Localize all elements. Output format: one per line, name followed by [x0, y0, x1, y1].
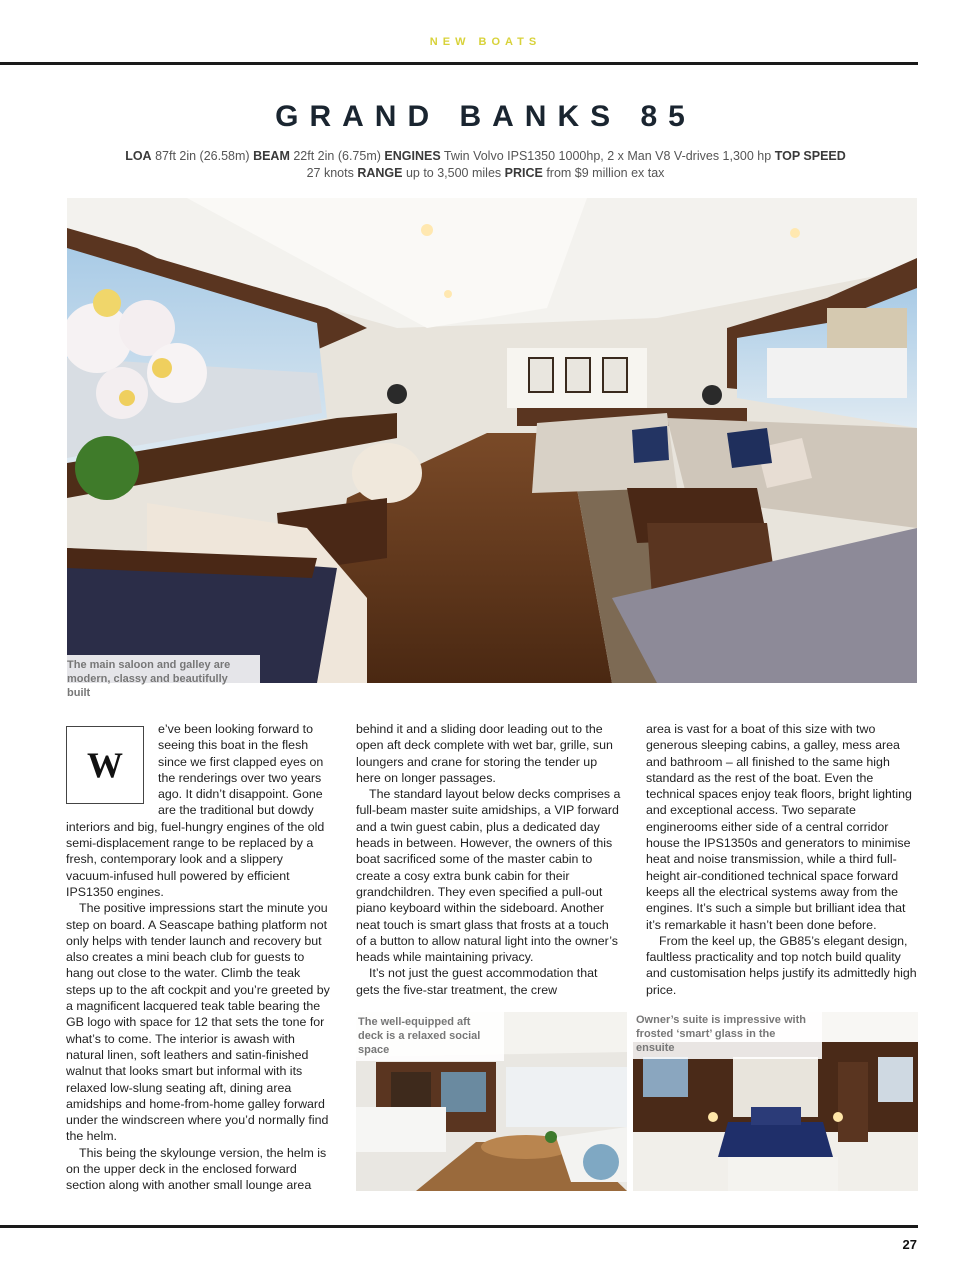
spec-label: ENGINES	[384, 149, 441, 163]
paragraph: From the keel up, the GB85’s elegant design, faultless practicality and top notch build quality and customisation helps justify its admittedly high price.	[646, 933, 917, 997]
spec-value: 27 knots	[306, 166, 354, 180]
spec-value: 87ft 2in (26.58m)	[155, 149, 250, 163]
text-column-3	[646, 721, 918, 998]
spec-label: LOA	[125, 149, 152, 163]
section-label: NEW BOATS	[429, 36, 542, 48]
spec-value: up to 3,500 miles	[405, 166, 502, 180]
paragraph: This being the skylounge version, the helm is on the upper deck in the enclosed forward section along with another small lounge area	[66, 1145, 327, 1193]
page-number: 27	[902, 1237, 917, 1252]
aft-deck-caption: The well-equipped aft deck is a relaxed social space	[356, 1012, 504, 1061]
text-column-2	[356, 721, 621, 998]
spec-label: BEAM	[253, 149, 290, 163]
spec-label: PRICE	[504, 166, 543, 180]
saloon-photo	[67, 198, 917, 683]
paragraph: e’ve been looking forward to seeing this boat in the flesh since we first clapped eyes on the renderings over two years ago. It didn’t disappoint. Gone are the traditional but dowdy interiors and big, fuel-hungry engines of the old semi-displacement range to be replaced by a fresh, contemporary look and a slippery vacuum-infused hull powered by efficient IPS1350 engines.	[66, 722, 325, 899]
article-title: GRAND BANKS 85	[275, 100, 696, 133]
paragraph: The standard layout below decks comprises a full-beam master suite amidships, a VIP forward and a twin guest cabin, plus a dedicated day heads in between. However, the owners of this boat sacrificed some of the master cabin to create a cosy extra bunk cabin for their grandchildren. They even specified a pull-out piano keyboard within the sideboard. Another neat touch is smart glass that frosts at a touch of a button to allow natural light into the owner’s heads while maintaining privacy.	[356, 787, 621, 965]
paragraph: behind it and a sliding door leading out to the open aft deck complete with wet bar, grille, sun loungers and crane for storing the tender up here on longer passages.	[356, 722, 613, 785]
spec-value: 22ft 2in (6.75m)	[293, 149, 381, 163]
spec-label: RANGE	[357, 166, 403, 180]
main-photo-caption: The main saloon and galley are modern, classy and beautifully built	[67, 655, 260, 703]
dropcap-box	[66, 726, 144, 804]
spec-label: TOP SPEED	[774, 149, 846, 163]
text-column-1	[66, 721, 332, 1194]
paragraph: It’s not just the guest accommodation that gets the five-star treatment, the crew	[356, 966, 598, 997]
spec-value: Twin Volvo IPS1350 1000hp, 2 x Man V8 V-drives 1,300 hp	[443, 149, 772, 163]
paragraph: area is vast for a boat of this size with two generous sleeping cabins, a galley, mess area and bathroom – all finished to the same high standard as the rest of the boat. Even the technical spaces enjoy teak floors, bright lighting and exceptional access. Two separate enginerooms either side of a central corridor house the IPS1350s and generators to minimise heat and noise transmission, while a third full-height air-conditioned technical space forward keeps all the electrical systems away from the engines. It’s such a simple but brilliant idea that it’s remarkable it hasn’t been done before.	[646, 722, 912, 932]
dropcap-letter: W	[87, 744, 123, 785]
spec-line	[120, 148, 851, 182]
paragraph: The positive impressions start the minute you step on board. A Seascape bathing platform not only helps with tender launch and recovery but also creates a mini beach club for guests to hang out close to the water. Climb the teak steps up to the aft cockpit and you’re greeted by a magnificent lacquered teak table bearing the GB logo with space for 12 that sets the tone for what’s to come. The interior is awash with natural linen, soft leathers and satin-finished walnut that looks smart but informal with its relaxed low-slung seating aft, dining area amidships and home-from-home galley forward under the windscreen where you’d normally find the helm.	[66, 901, 330, 1144]
bottom-divider	[0, 1225, 918, 1228]
owners-suite-caption: Owner’s suite is impressive with frosted ‘smart’ glass in the ensuite	[633, 1010, 822, 1059]
spec-value: from $9 million ex tax	[546, 166, 665, 180]
top-divider	[0, 62, 918, 65]
